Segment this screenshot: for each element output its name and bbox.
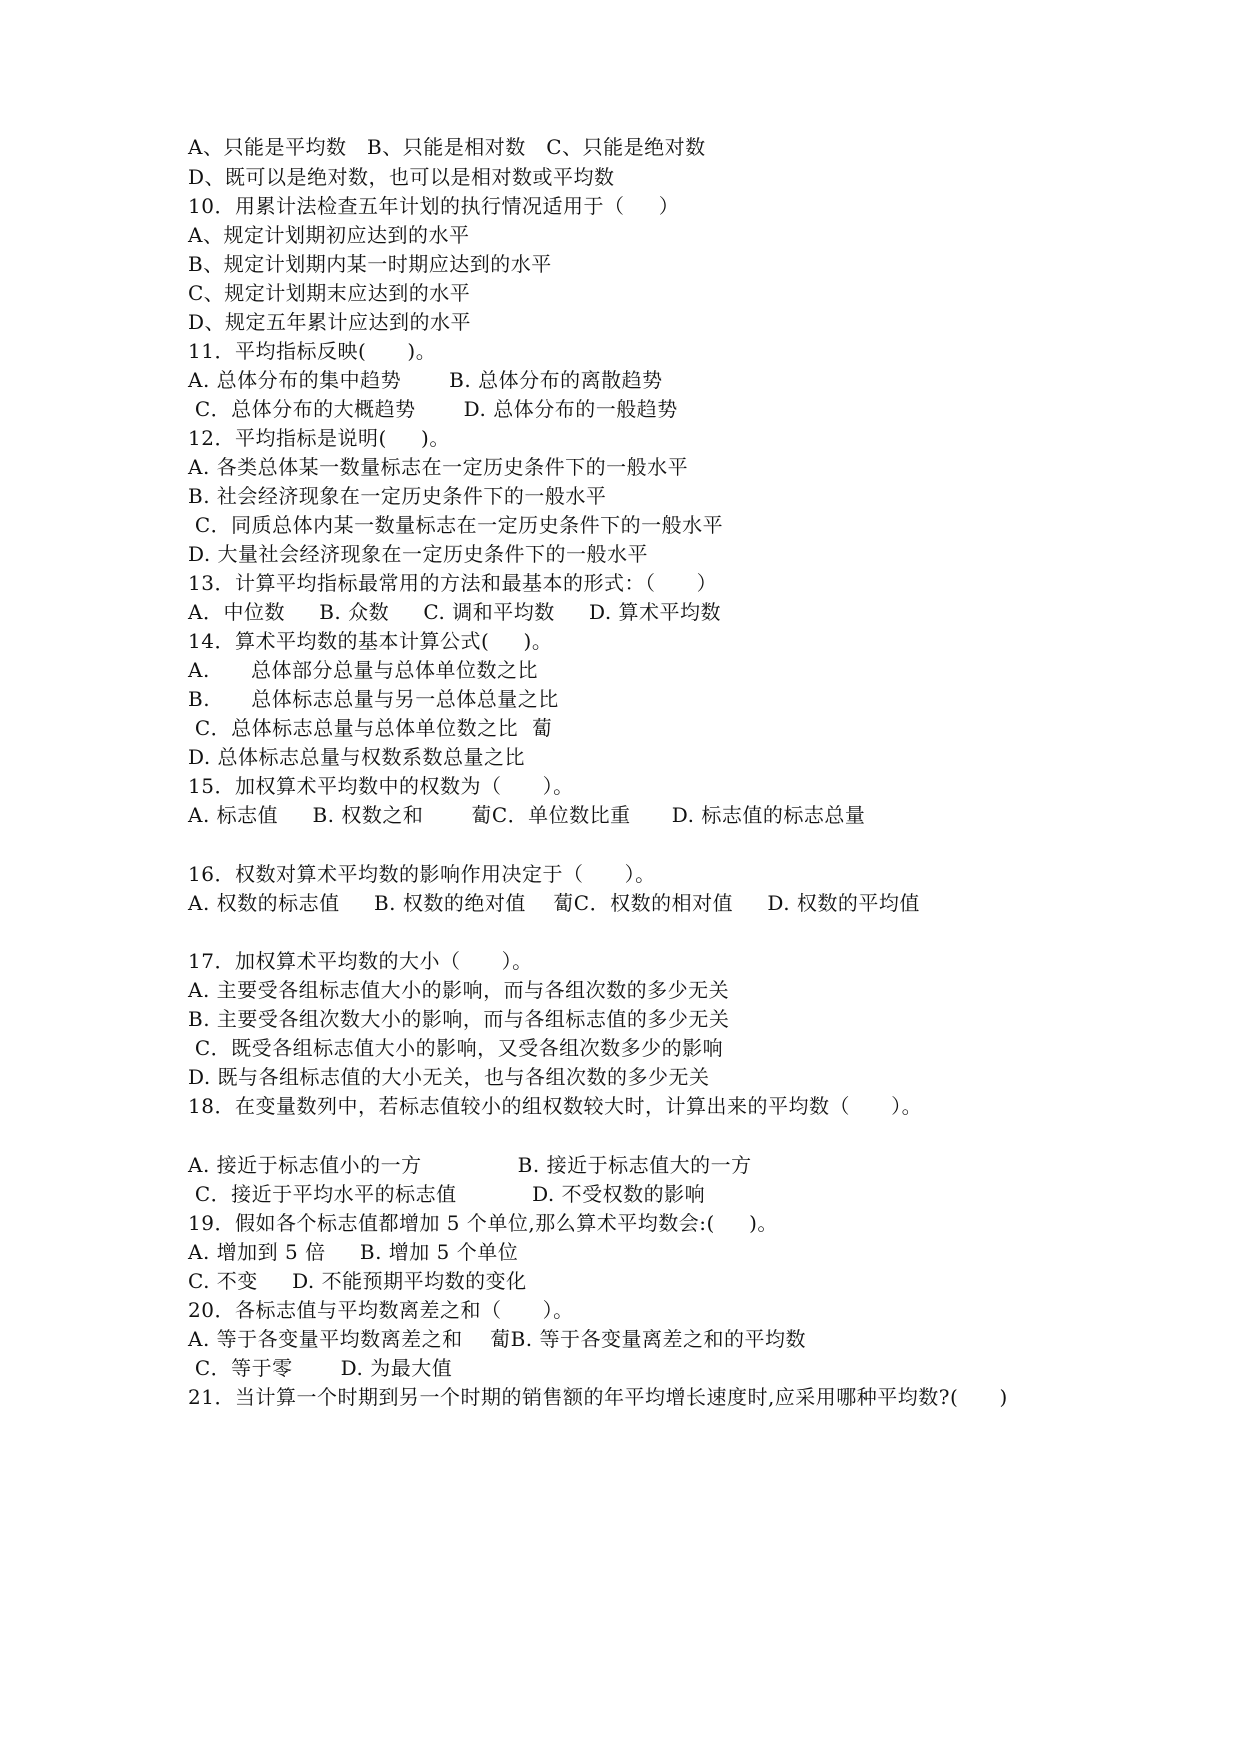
option-line: D. 既与各组标志值的大小无关，也与各组次数的多少无关 [188,1065,710,1089]
option-line: B、规定计划期内某一时期应达到的水平 [188,252,552,276]
text-line: A、只能是平均数 B、只能是相对数 C、只能是绝对数 [188,135,706,159]
option-line: A. 总体部分总量与总体单位数之比 [188,658,538,682]
option-line: D、规定五年累计应达到的水平 [188,310,472,334]
option-line: D. 大量社会经济现象在一定历史条件下的一般水平 [188,542,649,566]
option-line: C．总体分布的大概趋势 D. 总体分布的一般趋势 [188,397,678,421]
option-line: A. 接近于标志值小的一方 B. 接近于标志值大的一方 [188,1153,752,1177]
question-line: 19．假如各个标志值都增加 5 个单位,那么算术平均数会:( )。 [188,1211,778,1235]
option-line: C．总体标志总量与总体单位数之比 蔔 [188,716,553,740]
question-line: 17．加权算术平均数的大小（ ）。 [188,949,533,973]
option-line: D. 总体标志总量与权数系数总量之比 [188,745,526,769]
question-line: 14．算术平均数的基本计算公式( )。 [188,629,553,653]
option-line: B. 总体标志总量与另一总体总量之比 [188,687,559,711]
question-line: 12．平均指标是说明( )。 [188,426,450,450]
option-line: B. 主要受各组次数大小的影响，而与各组标志值的多少无关 [188,1007,730,1031]
option-line: C．既受各组标志值大小的影响，又受各组次数多少的影响 [188,1036,724,1060]
option-line: C．等于零 D. 为最大值 [188,1356,453,1380]
option-line: A．中位数 B. 众数 C. 调和平均数 D. 算术平均数 [188,600,722,624]
option-line: A. 标志值 B. 权数之和 蔔C．单位数比重 D. 标志值的标志总量 [188,803,866,827]
question-line: 21．当计算一个时期到另一个时期的销售额的年平均增长速度时,应采用哪种平均数?( ) [188,1385,1008,1409]
option-line: A. 主要受各组标志值大小的影响，而与各组次数的多少无关 [188,978,730,1002]
option-line: A. 总体分布的集中趋势 B. 总体分布的离散趋势 [188,368,663,392]
option-line: A. 等于各变量平均数离差之和 蔔B. 等于各变量离差之和的平均数 [188,1327,806,1351]
question-line: 16．权数对算术平均数的影响作用决定于（ ）。 [188,862,656,886]
option-line: A. 权数的标志值 B. 权数的绝对值 蔔C．权数的相对值 D. 权数的平均值 [188,891,920,915]
option-line: C. 不变 D. 不能预期平均数的变化 [188,1269,527,1293]
option-line: A. 增加到 5 倍 B. 增加 5 个单位 [188,1240,519,1264]
option-line: A、规定计划期初应达到的水平 [188,223,470,247]
question-line: 18．在变量数列中，若标志值较小的组权数较大时，计算出来的平均数（ ）。 [188,1094,923,1118]
question-line: 11．平均指标反映( )。 [188,339,437,363]
question-line: 10．用累计法检查五年计划的执行情况适用于（ ） [188,194,680,218]
text-line: D、既可以是绝对数，也可以是相对数或平均数 [188,165,615,189]
option-line: C、规定计划期末应达到的水平 [188,281,471,305]
option-line: C．同质总体内某一数量标志在一定历史条件下的一般水平 [188,513,724,537]
option-line: C．接近于平均水平的标志值 D. 不受权数的影响 [188,1182,706,1206]
option-line: A. 各类总体某一数量标志在一定历史条件下的一般水平 [188,455,689,479]
option-line: B. 社会经济现象在一定历史条件下的一般水平 [188,484,607,508]
question-line: 13．计算平均指标最常用的方法和最基本的形式：（ ） [188,571,718,595]
question-line: 15．加权算术平均数中的权数为（ ）。 [188,774,574,798]
question-line: 20．各标志值与平均数离差之和（ ）。 [188,1298,574,1322]
